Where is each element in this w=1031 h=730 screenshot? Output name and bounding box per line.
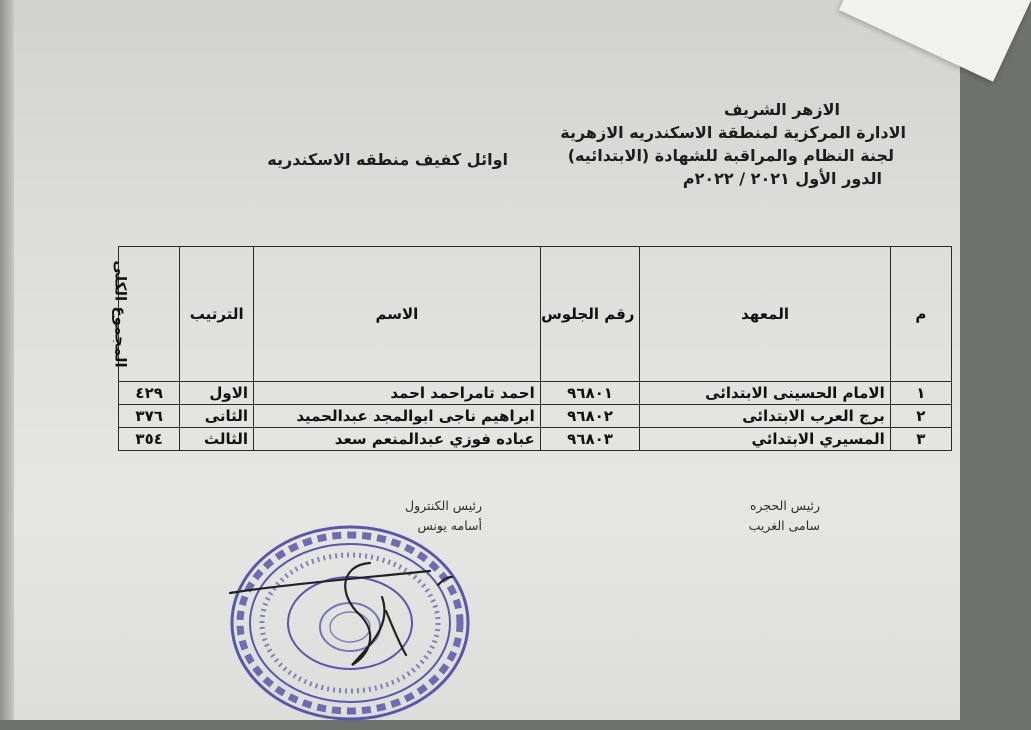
col-header-rank: الترتيب xyxy=(180,247,254,382)
cell-seat: ٩٦٨٠٣ xyxy=(540,428,640,451)
cell-seat: ٩٦٨٠١ xyxy=(540,382,640,405)
cell-name: ابراهيم ناجى ابوالمجد عبدالحميد xyxy=(254,405,541,428)
col-header-m: م xyxy=(890,247,951,382)
cell-m: ٢ xyxy=(890,405,951,428)
col-header-seat: رقم الجلوس xyxy=(540,247,640,382)
document-title: اوائل كفيف منطقه الاسكندريه xyxy=(267,150,508,169)
col-header-school: المعهد xyxy=(640,247,890,382)
signature-name: أسامه يونس xyxy=(417,518,482,533)
document-header xyxy=(562,98,922,190)
cell-school: المسيري الابتدائي xyxy=(640,428,890,451)
cell-m: ١ xyxy=(890,382,951,405)
cell-total: ٤٢٩ xyxy=(119,382,180,405)
cell-total: ٣٥٤ xyxy=(119,428,180,451)
col-header-total: المجموع الكلى xyxy=(111,260,130,368)
cell-rank: الثانى xyxy=(180,405,254,428)
table-row xyxy=(119,382,952,405)
cell-school: الامام الحسينى الابتدائى xyxy=(640,382,890,405)
col-header-name: الاسم xyxy=(254,247,541,382)
header-line-2: الادارة المركزية لمنطقة الاسكندريه الازهرية xyxy=(560,123,906,142)
cell-name: عباده فوزي عبدالمنعم سعد xyxy=(254,428,541,451)
table-row xyxy=(119,405,952,428)
signature-room-head xyxy=(720,496,820,536)
official-stamp-icon xyxy=(220,515,480,730)
cell-total: ٣٧٦ xyxy=(119,405,180,428)
signature-name: سامى الغريب xyxy=(748,518,820,533)
header-line-1: الازهر الشريف xyxy=(723,100,840,119)
cell-name: احمد تامراحمد احمد xyxy=(254,382,541,405)
cell-seat: ٩٦٨٠٢ xyxy=(540,405,640,428)
signature-role: رئيس الحجره xyxy=(749,498,820,513)
cell-rank: الاول xyxy=(180,382,254,405)
results-table xyxy=(111,246,952,451)
cell-rank: الثالث xyxy=(180,428,254,451)
cell-m: ٣ xyxy=(890,428,951,451)
header-line-3: لجنة النظام والمراقبة للشهادة (الابتدائيه) xyxy=(567,146,894,165)
table-row xyxy=(119,428,952,451)
cell-school: برج العرب الابتدائى xyxy=(640,405,890,428)
col-header-total-cell xyxy=(111,247,180,382)
signature-role: رئيس الكنترول xyxy=(405,498,482,513)
table-header-row xyxy=(119,247,952,382)
header-line-4: الدور الأول ٢٠٢١ / ٢٠٢٢م xyxy=(682,169,882,188)
